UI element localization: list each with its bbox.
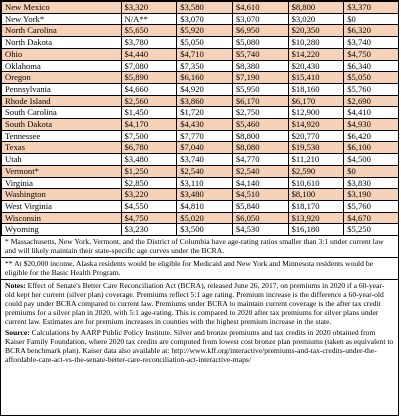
value-cell: $6,170 — [232, 95, 288, 107]
state-name-cell: Vermont* — [2, 165, 122, 177]
value-cell: $6,160 — [177, 72, 233, 84]
value-cell: $5,740 — [232, 48, 288, 60]
footnote-medicaid: ** At $20,000 income, Alaska residents would be eligible for Medicaid and New York and Minnesota residents would be eligible for the Basic Health Program. — [1, 257, 398, 279]
table-row — [2, 60, 400, 72]
value-cell: $19,530 — [288, 142, 344, 154]
value-cell: $5,890 — [121, 72, 177, 84]
value-cell: $5,080 — [232, 37, 288, 49]
value-cell: $2,850 — [121, 177, 177, 189]
value-cell: $5,050 — [177, 37, 233, 49]
value-cell: N/A** — [121, 13, 177, 25]
value-cell: $7,040 — [177, 142, 233, 154]
value-cell: $8,100 — [288, 189, 344, 201]
value-cell: $4,930 — [344, 119, 399, 131]
state-name-cell: Wisconsin — [2, 212, 122, 224]
premium-table-body — [2, 2, 400, 236]
state-name-cell: New York* — [2, 13, 122, 25]
table-row — [2, 142, 400, 154]
value-cell: $7,500 — [121, 130, 177, 142]
value-cell: $5,920 — [177, 25, 233, 37]
table-row — [2, 177, 400, 189]
value-cell: $3,070 — [232, 13, 288, 25]
state-name-cell: South Carolina — [2, 107, 122, 119]
value-cell: $20,770 — [288, 130, 344, 142]
premium-table — [1, 1, 399, 236]
table-row — [2, 25, 400, 37]
value-cell: $4,430 — [177, 119, 233, 131]
value-cell: $3,740 — [177, 154, 233, 166]
value-cell: $18,170 — [288, 200, 344, 212]
value-cell: $7,190 — [232, 72, 288, 84]
state-name-cell: New Mexico — [2, 2, 122, 14]
table-row — [2, 130, 400, 142]
state-name-cell: West Virginia — [2, 200, 122, 212]
value-cell: $15,410 — [288, 72, 344, 84]
value-cell: $1,720 — [177, 107, 233, 119]
value-cell: $3,860 — [177, 95, 233, 107]
state-name-cell: Pennsylvania — [2, 83, 122, 95]
value-cell: $13,920 — [288, 212, 344, 224]
value-cell: $5,650 — [121, 25, 177, 37]
value-cell: $4,750 — [121, 212, 177, 224]
value-cell: $1,250 — [121, 165, 177, 177]
value-cell: $3,220 — [121, 189, 177, 201]
value-cell: $5,050 — [344, 72, 399, 84]
table-row — [2, 13, 400, 25]
value-cell: $4,710 — [177, 48, 233, 60]
value-cell: $14,920 — [288, 119, 344, 131]
value-cell: $8,080 — [232, 142, 288, 154]
value-cell: $4,440 — [121, 48, 177, 60]
state-name-cell: South Dakota — [2, 119, 122, 131]
state-name-cell: Ohio — [2, 48, 122, 60]
value-cell: $3,190 — [344, 189, 399, 201]
value-cell: $0 — [344, 13, 399, 25]
table-row — [2, 2, 400, 14]
value-cell: $3,230 — [121, 224, 177, 236]
value-cell: $3,500 — [177, 224, 233, 236]
state-name-cell: Oregon — [2, 72, 122, 84]
value-cell: $7,350 — [177, 60, 233, 72]
table-row — [2, 154, 400, 166]
state-name-cell: Tennessee — [2, 130, 122, 142]
value-cell: $3,070 — [177, 13, 233, 25]
value-cell: $4,670 — [344, 212, 399, 224]
value-cell: $12,900 — [288, 107, 344, 119]
state-name-cell: Washington — [2, 189, 122, 201]
value-cell: $4,660 — [121, 83, 177, 95]
value-cell: $3,110 — [177, 177, 233, 189]
value-cell: $5,760 — [344, 200, 399, 212]
table-row — [2, 107, 400, 119]
value-cell: $2,560 — [121, 95, 177, 107]
value-cell: $3,320 — [121, 2, 177, 14]
value-cell: $3,740 — [344, 37, 399, 49]
value-cell: $8,800 — [288, 2, 344, 14]
value-cell: $4,750 — [344, 48, 399, 60]
value-cell: $5,950 — [232, 83, 288, 95]
table-row — [2, 224, 400, 236]
state-name-cell: Oklahoma — [2, 60, 122, 72]
notes-block — [1, 279, 398, 327]
state-name-cell: Virginia — [2, 177, 122, 189]
value-cell: $18,160 — [288, 83, 344, 95]
value-cell: $6,170 — [288, 95, 344, 107]
value-cell: $3,370 — [344, 2, 399, 14]
value-cell: $6,420 — [344, 130, 399, 142]
value-cell: $7,770 — [177, 130, 233, 142]
state-name-cell: North Dakota — [2, 37, 122, 49]
value-cell: $8,800 — [232, 130, 288, 142]
value-cell: $14,220 — [288, 48, 344, 60]
value-cell: $0 — [344, 165, 399, 177]
value-cell: $5,460 — [232, 119, 288, 131]
table-row — [2, 119, 400, 131]
value-cell: $20,430 — [288, 60, 344, 72]
value-cell: $6,780 — [121, 142, 177, 154]
table-row — [2, 189, 400, 201]
value-cell: $4,530 — [232, 224, 288, 236]
value-cell: $2,540 — [232, 165, 288, 177]
value-cell: $6,950 — [232, 25, 288, 37]
value-cell: $6,340 — [344, 60, 399, 72]
value-cell: $4,140 — [232, 177, 288, 189]
value-cell: $16,180 — [288, 224, 344, 236]
state-name-cell: Wyoming — [2, 224, 122, 236]
notes-label: Notes: — [5, 281, 26, 291]
value-cell: $6,320 — [344, 25, 399, 37]
value-cell: $4,920 — [177, 83, 233, 95]
value-cell: $4,500 — [344, 154, 399, 166]
table-row — [2, 212, 400, 224]
table-row — [2, 72, 400, 84]
value-cell: $20,350 — [288, 25, 344, 37]
source-block — [1, 327, 398, 365]
value-cell: $3,020 — [288, 13, 344, 25]
value-cell: $3,830 — [344, 177, 399, 189]
value-cell: $1,450 — [121, 107, 177, 119]
state-name-cell: Utah — [2, 154, 122, 166]
table-row — [2, 37, 400, 49]
value-cell: $2,750 — [232, 107, 288, 119]
value-cell: $5,760 — [344, 83, 399, 95]
value-cell: $10,280 — [288, 37, 344, 49]
value-cell: $4,170 — [121, 119, 177, 131]
source-label: Source: — [5, 328, 30, 338]
value-cell: $2,540 — [177, 165, 233, 177]
table-row — [2, 48, 400, 60]
value-cell: $4,550 — [121, 200, 177, 212]
value-cell: $3,780 — [121, 37, 177, 49]
table-row — [2, 95, 400, 107]
value-cell: $3,580 — [177, 2, 233, 14]
state-name-cell: Texas — [2, 142, 122, 154]
table-row — [2, 83, 400, 95]
value-cell: $6,050 — [232, 212, 288, 224]
state-name-cell: North Carolina — [2, 25, 122, 37]
value-cell: $2,590 — [288, 165, 344, 177]
value-cell: $3,480 — [121, 154, 177, 166]
footnote-age-rating: * Massachusetts, New York, Vermont, and the District of Columbia have age-rating ratios smaller than 3:1 under current law and will likely maintain their state-specific age curves under the BCRA. — [5, 237, 384, 256]
value-cell: $8,380 — [232, 60, 288, 72]
value-cell: $7,080 — [121, 60, 177, 72]
notes-text: Effect of Senate's Better Care Reconciliation Act (BCRA), released June 26, 2017, on premiums in 2020 if a 60-year-old kept her current (silver plan) coverage. Premiums reflect 5:1 age rating. Premium increase is the difference a 60-year-old could pay under BCRA compared to current law. Premiums under BCRA to maintain current coverage is the after tax credit premiums for a silver plan in 2020, with 5:1 age-rating. This is compared to 2020 after tax premiums for silver plans under current law. Estimates are for premium increases in counties with the highest premium increase in the state. — [5, 281, 385, 327]
value-cell: $5,840 — [232, 200, 288, 212]
value-cell: $10,610 — [288, 177, 344, 189]
value-cell: $4,770 — [232, 154, 288, 166]
table-row — [2, 165, 400, 177]
value-cell: $6,100 — [344, 142, 399, 154]
value-cell: $2,690 — [344, 95, 399, 107]
value-cell: $4,810 — [177, 200, 233, 212]
value-cell: $5,250 — [344, 224, 399, 236]
state-name-cell: Rhode Island — [2, 95, 122, 107]
value-cell: $5,020 — [177, 212, 233, 224]
value-cell: $4,510 — [232, 189, 288, 201]
value-cell: $4,610 — [232, 2, 288, 14]
value-cell: $11,210 — [288, 154, 344, 166]
source-text: Calculations by AARP Public Policy Institute. Silver and bronze premiums and tax credits in 2020 obtained from Kaiser Family Foundation, where 2020 tax credits are computed from lowest cost bronze plan premiums (taken as equivalent to BCRA benchmark plan). Kaiser data also available at: http://www.kff.org/interactive/premiums-and-tax-credits-under-the-affordable-care-act-vs-the-senate-better-care-reconciliation-act-interactive-maps/ — [5, 328, 394, 365]
value-cell: $3,480 — [177, 189, 233, 201]
value-cell: $4,410 — [344, 107, 399, 119]
table-row — [2, 200, 400, 212]
